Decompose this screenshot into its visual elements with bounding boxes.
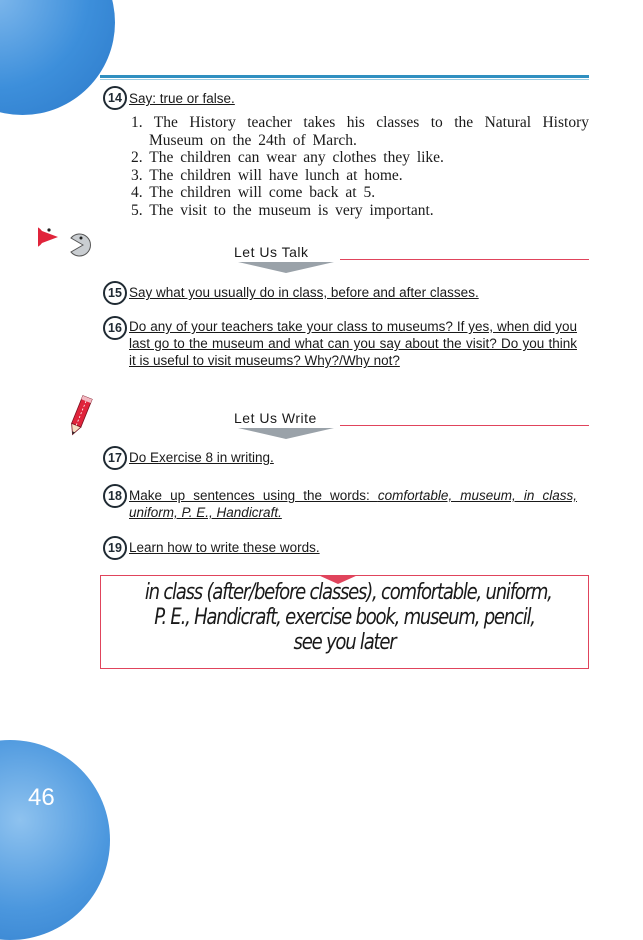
section-arrow-write <box>238 428 334 439</box>
statement-1: 1. The History teacher takes his classes to the Natural History Museum on the 24th of March. <box>131 114 589 149</box>
exercise-18-prefix: Make up sentences using the words: <box>129 488 378 503</box>
corner-decoration-bottom <box>0 740 110 940</box>
exercise-number-19: 19 <box>103 536 127 560</box>
section-rule-talk <box>340 259 589 260</box>
handwriting-line-2: P. E., Handicraft, exercise book, museum, pencil, <box>154 605 535 630</box>
header-rule <box>100 75 589 78</box>
handwriting-box <box>100 575 589 669</box>
exercise-number-15: 15 <box>103 281 127 305</box>
exercise-number-14: 14 <box>103 86 127 110</box>
exercise-15-text: Say what you usually do in class, before and after classes. <box>129 285 479 300</box>
section-title-write: Let Us Write <box>234 410 317 426</box>
corner-decoration-top <box>0 0 115 115</box>
statement-3: 3. The children will have lunch at home. <box>131 166 403 184</box>
statement-2: 2. The children can wear any clothes they like. <box>131 149 444 166</box>
section-rule-write <box>340 425 589 426</box>
exercise-number-16: 16 <box>103 316 127 340</box>
statement-4: 4. The children will come back at 5. <box>131 184 376 201</box>
exercise-18-text <box>129 487 577 521</box>
handwriting-line-3: see you later <box>293 630 396 655</box>
exercise-14-instruction: Say: true or false. <box>129 91 235 106</box>
exercise-16-text: Do any of your teachers take your class to museums? If yes, when did you last go to the museum and what can you say about the visit? Do you think it is useful to visit museums? Why?/Why not? <box>129 319 577 368</box>
page-number: 46 <box>28 784 55 811</box>
pencil-icon <box>62 392 98 440</box>
header-rule-thin <box>100 79 589 80</box>
handwriting-line-1: in class (after/before classes), comfortable, uniform, <box>144 580 552 605</box>
pacman-icon <box>38 222 96 258</box>
exercise-number-17: 17 <box>103 446 127 470</box>
exercise-19-text: Learn how to write these words. <box>129 540 320 555</box>
exercise-14-statements <box>131 114 589 219</box>
statement-5: 5. The visit to the museum is very important. <box>131 201 434 219</box>
exercise-number-18: 18 <box>103 484 127 508</box>
section-arrow-talk <box>238 262 334 273</box>
exercise-17-text: Do Exercise 8 in writing. <box>129 450 274 465</box>
section-title-talk: Let Us Talk <box>234 244 309 260</box>
exercise-18-words: comfortable, museum, in class, uniform, P. E., Handicraft. <box>129 488 577 520</box>
